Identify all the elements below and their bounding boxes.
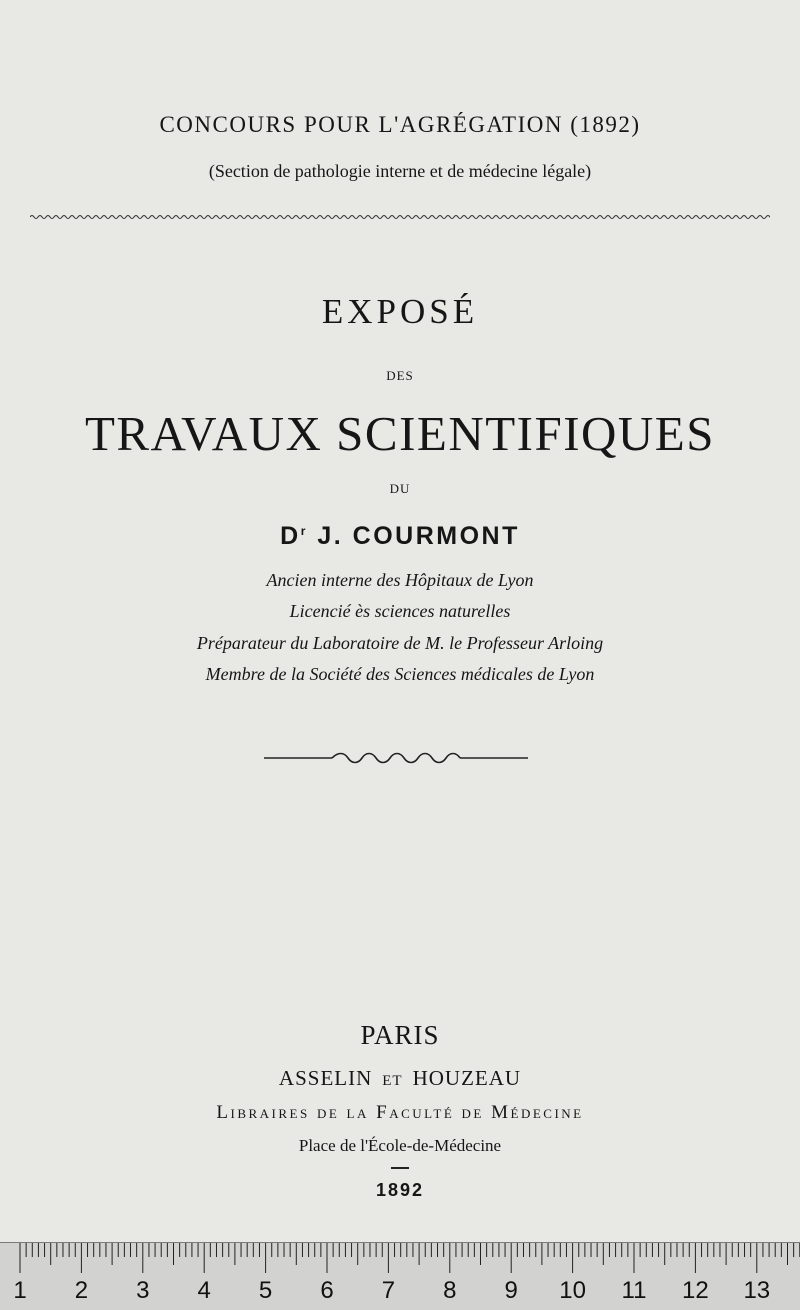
section-subheading: (Section de pathologie interne et de médecine légale) xyxy=(208,161,592,181)
ruler-number: 7 xyxy=(381,1277,396,1304)
ruler-number: 3 xyxy=(136,1277,150,1304)
title-expose: EXPOSÉ xyxy=(321,292,479,331)
title-du: DU xyxy=(389,481,411,496)
ruler-number: 2 xyxy=(74,1277,89,1304)
author-prefix-sup: r xyxy=(300,524,308,538)
imprint-dash xyxy=(391,1167,409,1169)
publisher-b: HOUZEAU xyxy=(412,1066,522,1090)
ruler-number: 8 xyxy=(443,1277,457,1304)
credential-line: Préparateur du Laboratoire de M. le Professeur Arloing xyxy=(196,633,604,653)
concours-heading: CONCOURS POUR L'AGRÉGATION (1892) xyxy=(159,112,641,137)
ruler-number: 12 xyxy=(682,1277,709,1304)
credential-line: Licencié ès sciences naturelles xyxy=(289,601,511,621)
ruler-number: 1 xyxy=(13,1277,27,1304)
ruler-number: 10 xyxy=(559,1277,586,1304)
imprint-publisher xyxy=(0,1066,800,1091)
imprint-place: Place de l'École-de-Médecine xyxy=(298,1136,502,1155)
ornament-divider xyxy=(262,748,530,768)
title-main: TRAVAUX SCIENTIFIQUES xyxy=(84,406,715,461)
measuring-ruler xyxy=(0,1242,800,1310)
author-prefix: D xyxy=(280,522,301,550)
publisher-a: ASSELIN xyxy=(278,1066,373,1090)
title-des: DES xyxy=(386,368,414,383)
publisher-et: ET xyxy=(382,1073,403,1089)
ruler-number: 11 xyxy=(621,1277,647,1304)
ruler-number: 6 xyxy=(320,1277,334,1304)
ruler-number: 9 xyxy=(504,1277,518,1304)
wavy-rule-top xyxy=(30,209,770,225)
imprint-year: 1892 xyxy=(375,1180,425,1200)
imprint-city: PARIS xyxy=(360,1020,440,1050)
credential-line: Membre de la Société des Sciences médicales de Lyon xyxy=(205,664,595,684)
author-fullname: J. COURMONT xyxy=(317,522,520,550)
credential-line: Ancien interne des Hôpitaux de Lyon xyxy=(266,570,534,590)
imprint-libraires: Libraires de la Faculté de Médecine xyxy=(216,1102,584,1123)
ruler-number: 5 xyxy=(258,1277,273,1304)
ruler-number: 13 xyxy=(743,1277,771,1304)
author-name xyxy=(0,522,800,551)
ruler-number: 4 xyxy=(197,1277,211,1304)
